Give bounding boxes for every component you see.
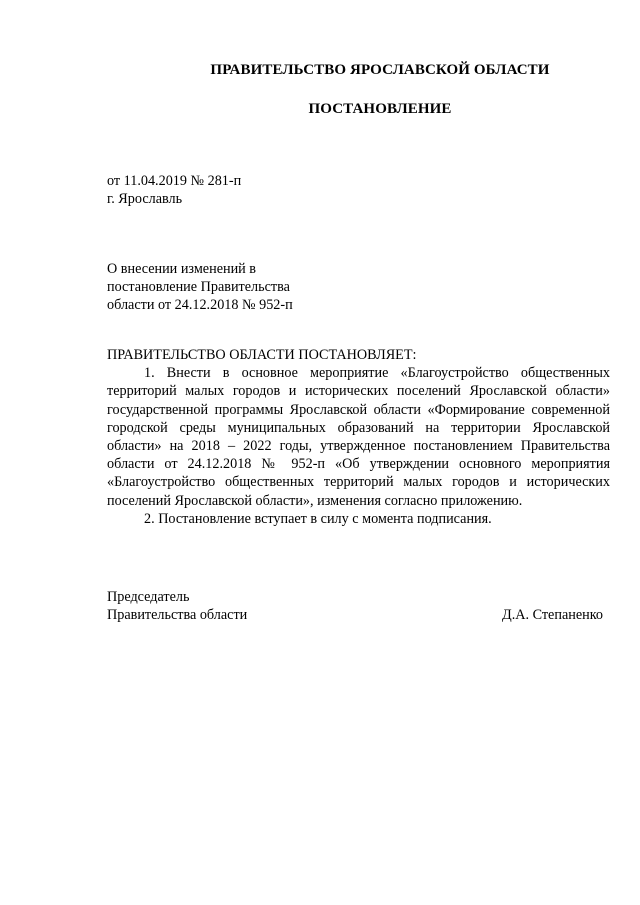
signatory-position-line-1: Председатель (107, 589, 190, 605)
item-1: 1. Внести в основное мероприятие «Благоустройство общественных территорий малых городов и исторических поселений Ярославской области» государственной программы Ярославской области «Формирование современной городской среды муниципальных образований на территории Ярославской области» на 2018 – 2022 годы, утвержденное постановлением Правительства области от 24.12.2018 № 952-п «Об утверждении основного мероприятия «Благоустройство общественных территорий малых городов и исторических поселений Ярославской области», изменения согласно приложению. (107, 365, 610, 509)
signatory-position-line-2: Правительства области (107, 607, 248, 623)
date-number: от 11.04.2019 № 281-п (107, 173, 242, 189)
signatory-name: Д.А. Степаненко (502, 607, 603, 623)
item-2: 2. Постановление вступает в силу с момента подписания. (144, 510, 492, 527)
preamble: ПРАВИТЕЛЬСТВО ОБЛАСТИ ПОСТАНОВЛЯЕТ: (107, 347, 417, 363)
resolution-body (107, 346, 610, 528)
subject-line-3: области от 24.12.2018 № 952-п (107, 297, 293, 313)
subject-line-2: постановление Правительства (107, 279, 290, 295)
subject-line-1: О внесении изменений в (107, 261, 257, 277)
government-title: ПРАВИТЕЛЬСТВО ЯРОСЛАВСКОЙ ОБЛАСТИ (210, 62, 550, 78)
document-type-title: ПОСТАНОВЛЕНИЕ (308, 101, 452, 117)
signatory-position (107, 588, 247, 624)
city: г. Ярославль (107, 191, 183, 207)
